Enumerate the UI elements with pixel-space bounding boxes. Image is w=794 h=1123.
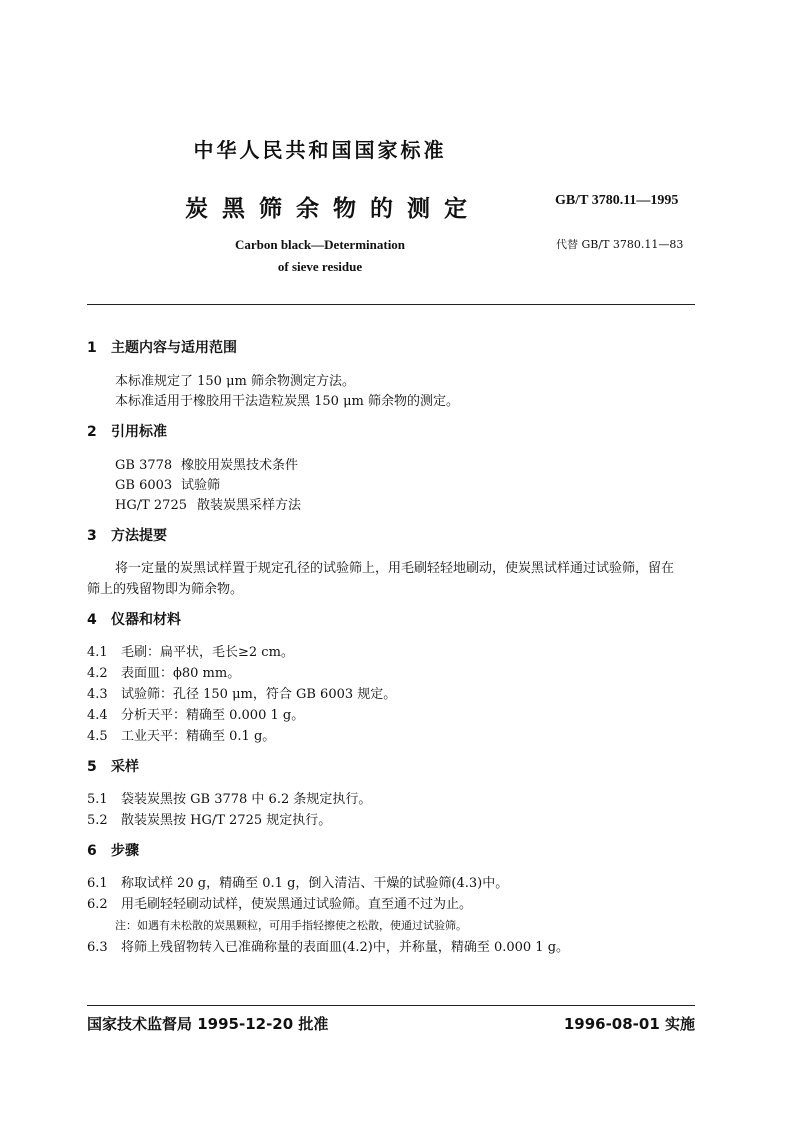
section-title: 引用标准 bbox=[111, 424, 167, 440]
reference-name: 试验筛 bbox=[181, 478, 221, 493]
list-item bbox=[87, 872, 508, 891]
section-6-heading bbox=[87, 840, 139, 860]
section-title: 仪器和材料 bbox=[111, 612, 181, 628]
org-title: 中华人民共和国国家标准 bbox=[193, 138, 447, 162]
list-item bbox=[87, 704, 304, 723]
item-text: 袋装炭黑按 GB 3778 中 6.2 条规定执行。 bbox=[121, 792, 372, 807]
title-en-line2: of sieve residue bbox=[277, 259, 363, 274]
list-item bbox=[87, 788, 371, 807]
item-number: 4.1 bbox=[87, 645, 108, 660]
header-divider bbox=[87, 304, 695, 305]
list-item bbox=[87, 725, 275, 744]
reference-name: 橡胶用炭黑技术条件 bbox=[181, 458, 299, 473]
section-number: 6 bbox=[87, 843, 97, 859]
item-text: 分析天平：精确至 0.000 1 g。 bbox=[121, 708, 305, 723]
section-2-heading bbox=[87, 421, 167, 441]
item-number: 6.3 bbox=[87, 940, 108, 955]
document-title-en bbox=[0, 234, 640, 278]
item-number: 4.5 bbox=[87, 729, 108, 744]
section-number: 1 bbox=[87, 340, 97, 356]
section-title: 方法提要 bbox=[111, 528, 167, 544]
paragraph: 本标准规定了 150 μm 筛余物测定方法。 bbox=[115, 374, 355, 389]
section-title: 主题内容与适用范围 bbox=[111, 340, 237, 356]
list-item bbox=[87, 809, 331, 828]
section-number: 2 bbox=[87, 424, 97, 440]
reference-code: GB 6003 bbox=[115, 478, 173, 493]
item-text: 表面皿：ϕ80 mm。 bbox=[121, 666, 241, 681]
item-text: 工业天平：精确至 0.1 g。 bbox=[121, 729, 276, 744]
reference-name: 散装炭黑采样方法 bbox=[197, 498, 302, 513]
section-title: 采样 bbox=[111, 759, 139, 775]
section-5-heading bbox=[87, 756, 139, 776]
item-number: 6.1 bbox=[87, 876, 108, 891]
item-text: 用毛刷轻轻刷动试样，使炭黑通过试验筛。直至通不过为止。 bbox=[121, 897, 473, 912]
list-item bbox=[87, 683, 396, 702]
standard-number: GB/T 3780.11—1995 bbox=[555, 193, 679, 208]
item-number: 4.4 bbox=[87, 708, 108, 723]
section-1-heading bbox=[87, 337, 237, 357]
reference-code: HG/T 2725 bbox=[115, 498, 187, 513]
document-title-cn: 炭黑筛余物的测定 bbox=[185, 196, 481, 222]
list-item bbox=[87, 641, 294, 660]
section-number: 3 bbox=[87, 528, 97, 544]
item-number: 5.2 bbox=[87, 813, 108, 828]
item-number: 4.3 bbox=[87, 687, 108, 702]
approval-date: 国家技术监督局 1995-12-20 批准 bbox=[87, 1015, 329, 1033]
section-number: 5 bbox=[87, 759, 97, 775]
reference-code: GB 3778 bbox=[115, 458, 173, 473]
item-text: 毛刷：扁平状，毛长≥2 cm。 bbox=[121, 645, 294, 660]
reference-item bbox=[115, 494, 301, 513]
paragraph: 本标准适用于橡胶用干法造粒炭黑 150 μm 筛余物的测定。 bbox=[115, 394, 459, 409]
list-item bbox=[87, 893, 472, 912]
item-number: 4.2 bbox=[87, 666, 108, 681]
note: 注：如遇有未松散的炭黑颗粒，可用手指轻擦使之松散，使通过试验筛。 bbox=[115, 919, 467, 932]
title-en-line1: Carbon black—Determination bbox=[234, 237, 406, 252]
reference-item bbox=[115, 454, 298, 473]
item-text: 将筛上残留物转入已准确称量的表面皿(4.2)中，并称量，精确至 0.000 1 g。 bbox=[121, 940, 570, 955]
reference-item bbox=[115, 474, 220, 493]
item-text: 试验筛：孔径 150 μm，符合 GB 6003 规定。 bbox=[121, 687, 397, 702]
footer-divider bbox=[87, 1005, 695, 1006]
effective-date: 1996-08-01 实施 bbox=[563, 1015, 695, 1033]
section-3-heading bbox=[87, 525, 167, 545]
item-number: 5.1 bbox=[87, 792, 108, 807]
paragraph: 筛上的残留物即为筛余物。 bbox=[87, 582, 244, 597]
replaces-note: 代替 GB/T 3780.11—83 bbox=[556, 238, 684, 251]
section-number: 4 bbox=[87, 612, 97, 628]
section-4-heading bbox=[87, 609, 181, 629]
list-item bbox=[87, 936, 569, 955]
item-text: 散装炭黑按 HG/T 2725 规定执行。 bbox=[121, 813, 332, 828]
list-item bbox=[87, 662, 240, 681]
paragraph: 将一定量的炭黑试样置于规定孔径的试验筛上，用毛刷轻轻地刷动，使炭黑试样通过试验筛，留在 bbox=[115, 561, 675, 576]
item-number: 6.2 bbox=[87, 897, 108, 912]
item-text: 称取试样 20 g，精确至 0.1 g，倒入清洁、干燥的试验筛(4.3)中。 bbox=[121, 876, 509, 891]
section-title: 步骤 bbox=[111, 843, 139, 859]
